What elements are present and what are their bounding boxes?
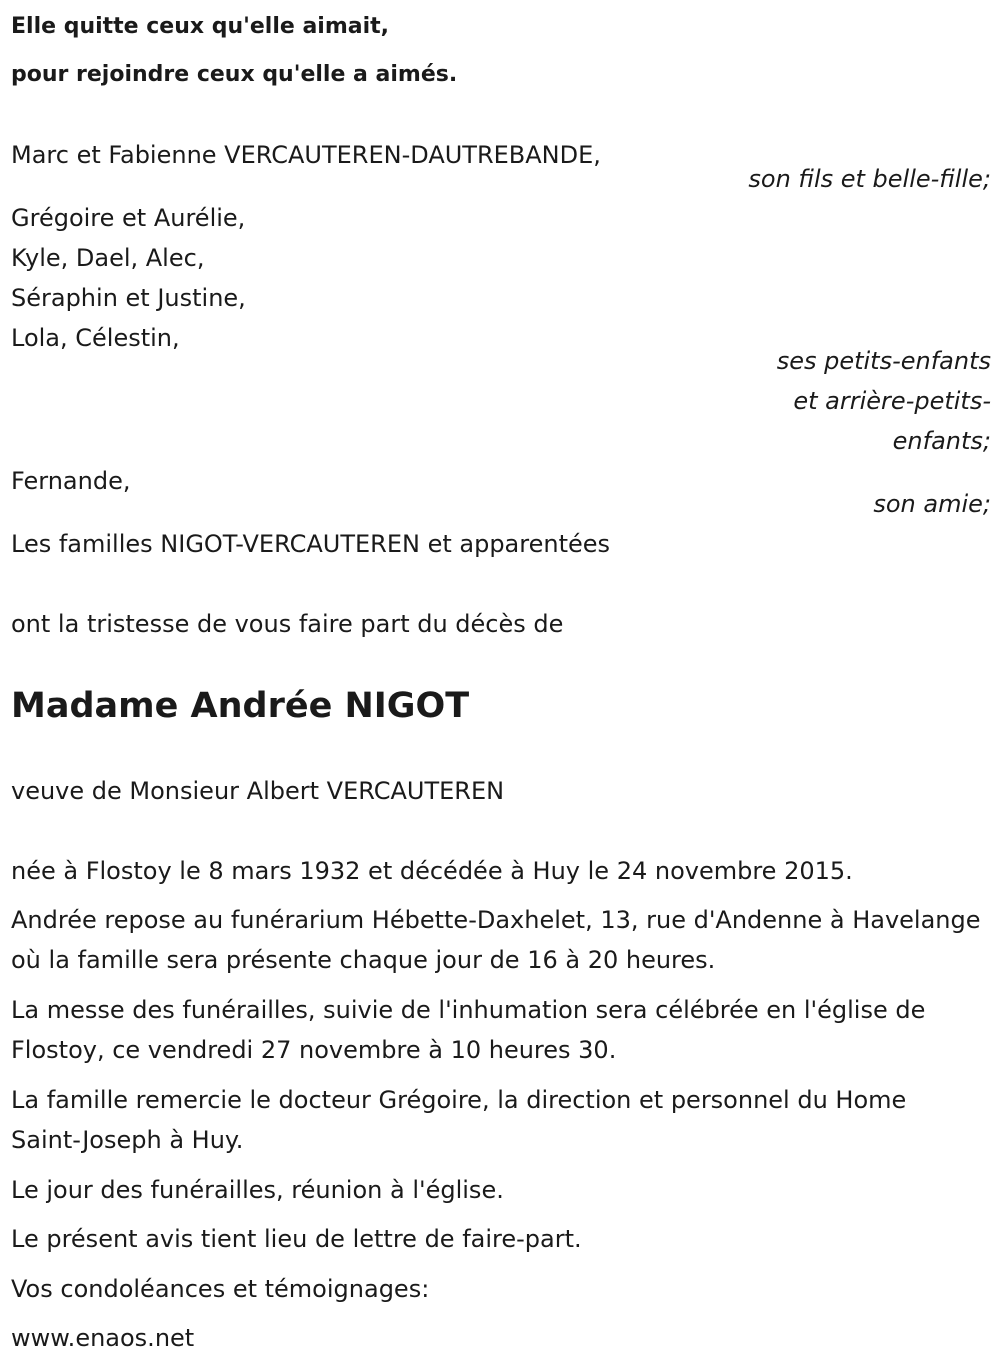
family-names-grandchildren-1: Grégoire et Aurélie,	[11, 204, 246, 232]
family-relation-friend: son amie;	[873, 490, 991, 518]
epigraph-line-2: pour rejoindre ceux qu'elle a aimés.	[11, 62, 458, 87]
condolences-paragraph: Vos condoléances et témoignages:	[11, 1275, 430, 1303]
family-relation-son: son fils et belle-fille;	[748, 165, 991, 193]
widow-of-text: veuve de Monsieur Albert VERCAUTEREN	[11, 777, 505, 805]
announcement-text: ont la tristesse de vous faire part du décès de	[11, 610, 564, 638]
family-relation-grandchildren-3: enfants;	[892, 427, 991, 455]
family-relation-grandchildren-2: et arrière-petits-	[793, 387, 991, 415]
funerarium-paragraph: Andrée repose au funérarium Hébette-Daxhelet, 13, rue d'Andenne à Havelange où la famille sera présente chaque jour de 16 à 20 heures.	[11, 906, 981, 974]
family-names-relatives: Les familles NIGOT-VERCAUTEREN et apparentées	[11, 530, 611, 558]
family-names-grandchildren-4: Lola, Célestin,	[11, 324, 180, 352]
deceased-name: Madame Andrée NIGOT	[11, 686, 470, 726]
birth-death-paragraph: née à Flostoy le 8 mars 1932 et décédée à Huy le 24 novembre 2015.	[11, 857, 853, 885]
family-names-friend: Fernande,	[11, 467, 131, 495]
mass-paragraph: La messe des funérailles, suivie de l'inhumation sera célébrée en l'église de Flostoy, ce vendredi 27 novembre à 10 heures 30.	[11, 996, 926, 1064]
family-names-son: Marc et Fabienne VERCAUTEREN-DAUTREBANDE,	[11, 141, 601, 169]
thanks-paragraph: La famille remercie le docteur Grégoire, la direction et personnel du Home Saint-Joseph à Huy.	[11, 1086, 907, 1154]
epigraph-line-1: Elle quitte ceux qu'elle aimait,	[11, 14, 390, 39]
family-names-grandchildren-3: Séraphin et Justine,	[11, 284, 246, 312]
family-names-grandchildren-2: Kyle, Dael, Alec,	[11, 244, 205, 272]
meeting-paragraph: Le jour des funérailles, réunion à l'église.	[11, 1176, 504, 1204]
website-link[interactable]: www.enaos.net	[11, 1324, 195, 1352]
family-relation-grandchildren-1: ses petits-enfants	[776, 347, 991, 375]
notice-paragraph: Le présent avis tient lieu de lettre de faire-part.	[11, 1225, 582, 1253]
